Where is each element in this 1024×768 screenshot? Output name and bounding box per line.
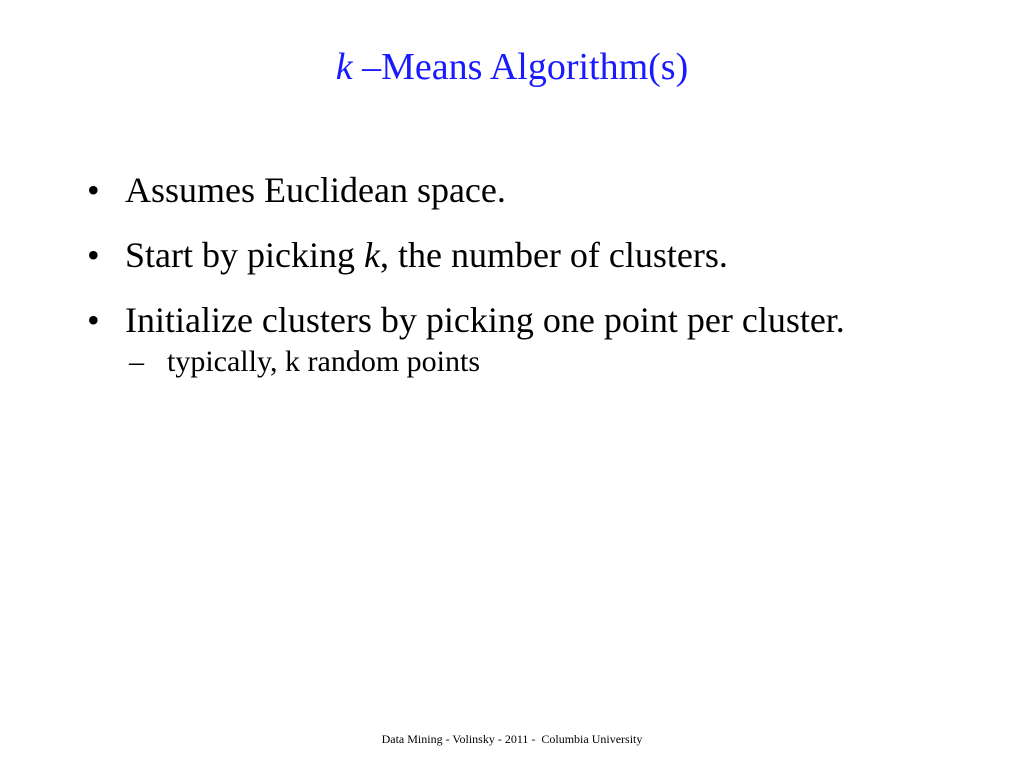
bullet-text: Assumes Euclidean space. [125, 170, 506, 210]
slide-title [0, 42, 1024, 92]
bullet-text-after: , the number of clusters. [379, 235, 728, 275]
sub-bullet-list [125, 340, 967, 384]
bullet-list [87, 164, 967, 397]
bullet-item-3 [87, 294, 967, 384]
bullet-marker: • [87, 300, 100, 340]
slide-footer: Data Mining - Volinsky - 2011 - Columbia University [381, 732, 643, 746]
bullet-item-2 [87, 229, 967, 281]
bullet-text-before: Start by picking [125, 235, 364, 275]
sub-bullet-marker: – [129, 345, 144, 378]
bullet-item-1 [87, 164, 967, 216]
bullet-text: Initialize clusters by picking one point per cluster. [125, 300, 845, 340]
bullet-variable-k: k [363, 235, 380, 275]
sub-bullet-text: typically, k random points [167, 345, 481, 378]
bullet-marker: • [87, 170, 100, 210]
title-text: –Means Algorithm(s) [352, 46, 689, 88]
sub-bullet-item [125, 340, 967, 384]
title-variable-k: k [335, 46, 353, 88]
bullet-marker: • [87, 235, 100, 275]
